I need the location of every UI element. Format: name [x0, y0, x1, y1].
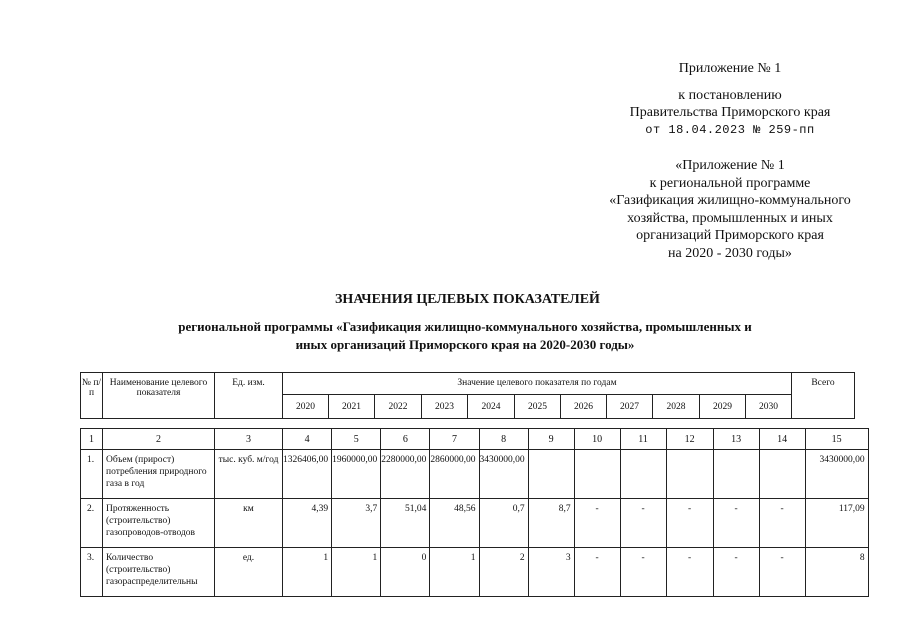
row-total-text: 8	[859, 553, 865, 563]
approval-line: Приложение № 1	[678, 61, 782, 76]
document-subtitle	[90, 318, 840, 354]
row-unit	[215, 548, 283, 597]
value-cell	[713, 450, 759, 499]
approval-line: хозяйства, промышленных и иных	[627, 210, 833, 226]
value-cell-text: -	[641, 553, 645, 563]
value-cell	[713, 499, 759, 548]
header-num: № п/п	[81, 373, 103, 419]
row-total	[805, 450, 868, 499]
value-cell	[574, 450, 620, 499]
value-cell	[283, 499, 332, 548]
value-cell	[381, 499, 430, 548]
value-cell	[332, 450, 381, 499]
value-cell-text: -	[780, 504, 784, 514]
year-header: 2026	[561, 395, 607, 419]
row-index	[81, 450, 103, 499]
column-number: 5	[332, 429, 381, 450]
value-cell	[283, 548, 332, 597]
table-row	[81, 450, 869, 499]
value-cell	[528, 450, 574, 499]
approval-date: от 18.04.2023 № 259-пп	[645, 122, 815, 137]
approval-line: к региональной программе	[649, 175, 811, 191]
value-cell-text: 1	[372, 553, 378, 563]
row-unit-text: км	[243, 504, 254, 514]
row-index-text: 2.	[87, 504, 95, 514]
value-cell	[759, 499, 805, 548]
column-number: 14	[759, 429, 805, 450]
data-table	[80, 428, 869, 597]
row-name-text: Протяженность (строительство) газопроводов-отводов	[106, 504, 196, 538]
table-row	[81, 548, 869, 597]
value-cell	[528, 548, 574, 597]
value-cell	[479, 450, 528, 499]
value-cell	[620, 450, 666, 499]
year-header: 2024	[468, 395, 515, 419]
value-cell	[666, 450, 713, 499]
row-unit-text: тыс. куб. м/год	[218, 455, 279, 465]
value-cell-text: 2860000,00	[430, 455, 476, 465]
approval-line: «Приложение № 1	[675, 158, 785, 173]
value-cell	[479, 548, 528, 597]
year-header: 2025	[515, 395, 561, 419]
value-cell	[430, 450, 479, 499]
value-cell-text: 0,7	[512, 504, 525, 514]
approval-block	[560, 60, 900, 262]
value-cell-text: -	[595, 504, 599, 514]
value-cell-text: 8,7	[558, 504, 571, 514]
header-total: Всего	[792, 373, 855, 419]
year-header: 2029	[700, 395, 746, 419]
value-cell	[666, 499, 713, 548]
column-number: 13	[713, 429, 759, 450]
value-cell	[479, 499, 528, 548]
column-number: 2	[103, 429, 215, 450]
value-cell	[666, 548, 713, 597]
approval-line: на 2020 - 2030 годы»	[668, 245, 792, 261]
year-header: 2023	[422, 395, 468, 419]
header-unit: Ед. изм.	[215, 373, 283, 419]
value-cell-text: -	[595, 553, 599, 563]
header-values: Значение целевого показателя по годам	[283, 373, 792, 395]
row-total	[805, 548, 868, 597]
approval-line: организаций Приморского края	[636, 228, 824, 243]
value-cell	[332, 548, 381, 597]
row-index	[81, 499, 103, 548]
value-cell-text: -	[688, 553, 692, 563]
row-unit-text: ед.	[242, 553, 255, 563]
row-name	[103, 450, 215, 499]
year-header: 2030	[746, 395, 792, 419]
header-table	[80, 372, 855, 419]
row-total	[805, 499, 868, 548]
row-index-text: 3.	[87, 553, 95, 563]
document-title: ЗНАЧЕНИЯ ЦЕЛЕВЫХ ПОКАЗАТЕЛЕЙ	[335, 292, 600, 307]
approval-line: Правительства Приморского края	[629, 105, 831, 120]
column-number: 10	[574, 429, 620, 450]
column-number: 9	[528, 429, 574, 450]
value-cell-text: -	[641, 504, 645, 514]
value-cell-text: 3,7	[365, 504, 378, 514]
value-cell	[574, 548, 620, 597]
value-cell	[430, 499, 479, 548]
value-cell-text: 2280000,00	[381, 455, 427, 465]
value-cell	[381, 548, 430, 597]
approval-line: к постановлению	[678, 87, 782, 103]
column-number: 6	[381, 429, 430, 450]
row-index	[81, 548, 103, 597]
value-cell-text: 1	[323, 553, 329, 563]
row-name	[103, 499, 215, 548]
row-total-text: 117,09	[838, 504, 865, 514]
row-name-text: Количество (строительство) газораспределительны	[106, 553, 198, 587]
table-row	[81, 499, 869, 548]
column-number: 12	[666, 429, 713, 450]
row-index-text: 1.	[87, 455, 95, 465]
subtitle-line: региональной программы «Газификация жилищно-коммунального хозяйства, промышленных и	[178, 319, 752, 334]
value-cell-text: -	[734, 504, 738, 514]
value-cell	[430, 548, 479, 597]
value-cell-text: 2	[519, 553, 525, 563]
value-cell	[713, 548, 759, 597]
value-cell-text: 51,04	[405, 504, 427, 514]
value-cell-text: 1960000,00	[332, 455, 378, 465]
value-cell-text: 3	[565, 553, 571, 563]
value-cell	[620, 499, 666, 548]
year-header: 2028	[653, 395, 700, 419]
column-number: 4	[283, 429, 332, 450]
value-cell-text: 48,56	[454, 504, 476, 514]
year-header: 2021	[329, 395, 375, 419]
column-number: 15	[805, 429, 868, 450]
value-cell-text: 1	[470, 553, 476, 563]
value-cell-text: -	[734, 553, 738, 563]
row-total-text: 3430000,00	[819, 455, 865, 465]
value-cell	[381, 450, 430, 499]
value-cell-text: 1326406,00	[283, 455, 329, 465]
year-header: 2027	[607, 395, 653, 419]
column-number: 7	[430, 429, 479, 450]
year-header: 2022	[375, 395, 422, 419]
value-cell	[528, 499, 574, 548]
row-unit	[215, 499, 283, 548]
value-cell-text: -	[780, 553, 784, 563]
value-cell	[759, 548, 805, 597]
column-number: 11	[620, 429, 666, 450]
value-cell-text: 0	[421, 553, 427, 563]
value-cell-text: -	[688, 504, 692, 514]
year-header: 2020	[283, 395, 329, 419]
value-cell	[759, 450, 805, 499]
value-cell	[332, 499, 381, 548]
value-cell-text: 3430000,00	[479, 455, 525, 465]
column-number: 3	[215, 429, 283, 450]
row-name	[103, 548, 215, 597]
value-cell	[283, 450, 332, 499]
header-name: Наименование целевого показателя	[103, 373, 215, 419]
value-cell	[620, 548, 666, 597]
column-number: 8	[479, 429, 528, 450]
row-unit	[215, 450, 283, 499]
row-name-text: Объем (прирост) потребления природного газа в год	[106, 455, 207, 489]
subtitle-line: иных организаций Приморского края на 2020-2030 годы»	[295, 337, 635, 352]
column-number: 1	[81, 429, 103, 450]
value-cell	[574, 499, 620, 548]
approval-line: «Газификация жилищно-коммунального	[609, 193, 851, 208]
value-cell-text: 4,39	[311, 504, 329, 514]
